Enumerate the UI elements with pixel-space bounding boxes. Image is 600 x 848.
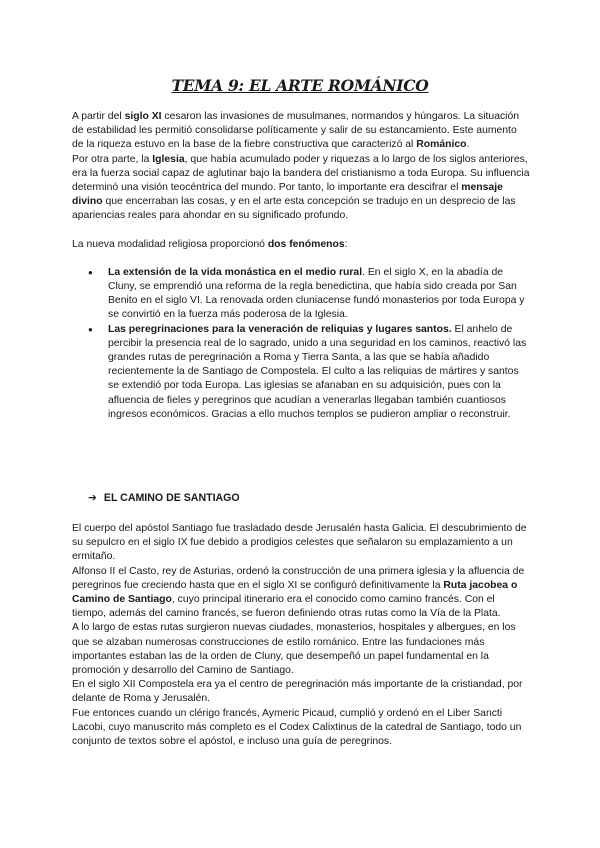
text-run: En el siglo XII Compostela era ya el centro de peregrinación más importante de la cristiandad, por delante de Roma y Jerusalén. bbox=[72, 679, 523, 705]
intro-paragraph-1 bbox=[72, 110, 530, 153]
text-run: , cuyo principal itinerario era el conocido como camino francés. Con el tiempo, además del camino francés, se fueron definiendo otras rutas como la Vía de la Plata. bbox=[72, 594, 501, 620]
bold-run: mensaje divino bbox=[72, 182, 503, 208]
text-run: , que había acumulado poder y riquezas a lo largo de los siglos anteriores, era la fuerza social capaz de aglutinar bajo la bandera del cristianismo a toda Europa. Su influencia determinó una visión teocéntrica del mundo. Por tanto, lo importante era descifrar el bbox=[72, 153, 530, 194]
section-heading bbox=[88, 492, 240, 504]
camino-block bbox=[72, 522, 530, 749]
text-run: A lo largo de estas rutas surgieron nuevas ciudades, monasterios, hospitales y albergues, en los que se alzaban numerosas construcciones de estilo románico. Entre las fundaciones más importantes estaban las de la orden de Cluny, que desempeñó un papel fundamental en la promoción y desarrollo del Camino de Santiago. bbox=[72, 622, 516, 677]
page-title: TEMA 9: EL ARTE ROMÁNICO bbox=[171, 76, 429, 95]
camino-paragraph-3 bbox=[72, 621, 530, 678]
bold-run: Iglesia bbox=[152, 153, 185, 165]
bold-run: siglo XI bbox=[124, 111, 162, 122]
text-run: Fue entonces cuando un clérigo francés, Aymeric Picaud, cumplió y ordenó en el Liber Sancti Lacobi, cuyo manuscrito más completo es el Codex Calixtinus de la catedral de Santiago, todo un conjunto de textos sobre el apóstol, e incluso una guía de peregrinos. bbox=[72, 707, 522, 748]
list-item bbox=[72, 266, 530, 323]
text-run: Por otra parte, la bbox=[72, 153, 153, 165]
bold-run: dos fenómenos bbox=[267, 238, 345, 250]
bold-run: La extensión de la vida monástica en el medio rural bbox=[108, 266, 363, 278]
text-run: . bbox=[466, 139, 470, 151]
text-run: El cuerpo del apóstol Santiago fue trasladado desde Jerusalén hasta Galicia. El descubrimiento de su sepulcro en el siglo IX fue debido a prodigios celestes que señalaron su emplazamiento a un ermitaño. bbox=[72, 523, 527, 563]
text-run: El anhelo de percibir la presencia real de lo sagrado, unido a una seguridad en los caminos, reactivó las grandes rutas de peregrinación a Roma y Tierra Santa, a las que se había añadido recientemente la de Santiago de Compostela. El culto a las reliquias de mártires y santos se extendió por toda Europa. Las iglesias se afanaban en su adquisición, pues con la afluencia de fieles y peregrinos que acudían a venerarlas llegaban también cuantiosos ingresos económicos. Gracias a ello muchos templos se pudieron ampliar o reconstruir. bbox=[108, 323, 527, 420]
phenomena-list bbox=[72, 266, 530, 422]
camino-paragraph-1 bbox=[72, 522, 530, 565]
section-title: EL CAMINO DE SANTIAGO bbox=[103, 492, 240, 504]
intro-paragraph-2 bbox=[72, 153, 530, 224]
bold-run: Las peregrinaciones para la veneración de reliquias y lugares santos. bbox=[108, 323, 452, 335]
bold-run: Ruta jacobea o Camino de Santiago bbox=[72, 579, 518, 606]
phenomena-intro bbox=[72, 238, 530, 252]
camino-paragraph-5 bbox=[72, 707, 530, 750]
text-run: que encerraban las cosas, y en el arte esta concepción se tradujo en un desprecio de las apariencias reales para ahondar en su significado profundo. bbox=[72, 196, 516, 222]
camino-paragraph-4 bbox=[72, 678, 530, 706]
bold-run: Románico bbox=[416, 139, 467, 151]
text-run: La nueva modalidad religiosa proporcionó bbox=[72, 238, 268, 250]
text-run: A partir del bbox=[72, 111, 125, 122]
camino-paragraph-2 bbox=[72, 565, 530, 622]
intro-block bbox=[72, 110, 530, 422]
text-run: . En el siglo X, en la abadía de Cluny, se emprendió una reforma de la regla benedictina, que había sido creada por San Benito en el siglo VI. La renovada orden cluniacense fundó monasterios por toda Europa y se convirtió en la fuerza más poderosa de la Iglesia. bbox=[108, 266, 525, 321]
arrow-right-icon: ➔ bbox=[88, 492, 97, 504]
text-run: : bbox=[344, 238, 348, 250]
list-item bbox=[72, 323, 530, 422]
text-run: Alfonso II el Casto, rey de Asturias, ordenó la construcción de una primera iglesia y la afluencia de peregrinos fue creciendo hasta que en el siglo XI se configuró definitivamente la bbox=[72, 565, 525, 591]
text-run: cesaron las invasiones de musulmanes, normandos y húngaros. La situación de estabilidad les permitió consolidarse políticamente y salir de su estancamiento. Este aumento de la riqueza estuvo en la base de la fiebre constructiva que caracterizó al bbox=[72, 111, 520, 151]
